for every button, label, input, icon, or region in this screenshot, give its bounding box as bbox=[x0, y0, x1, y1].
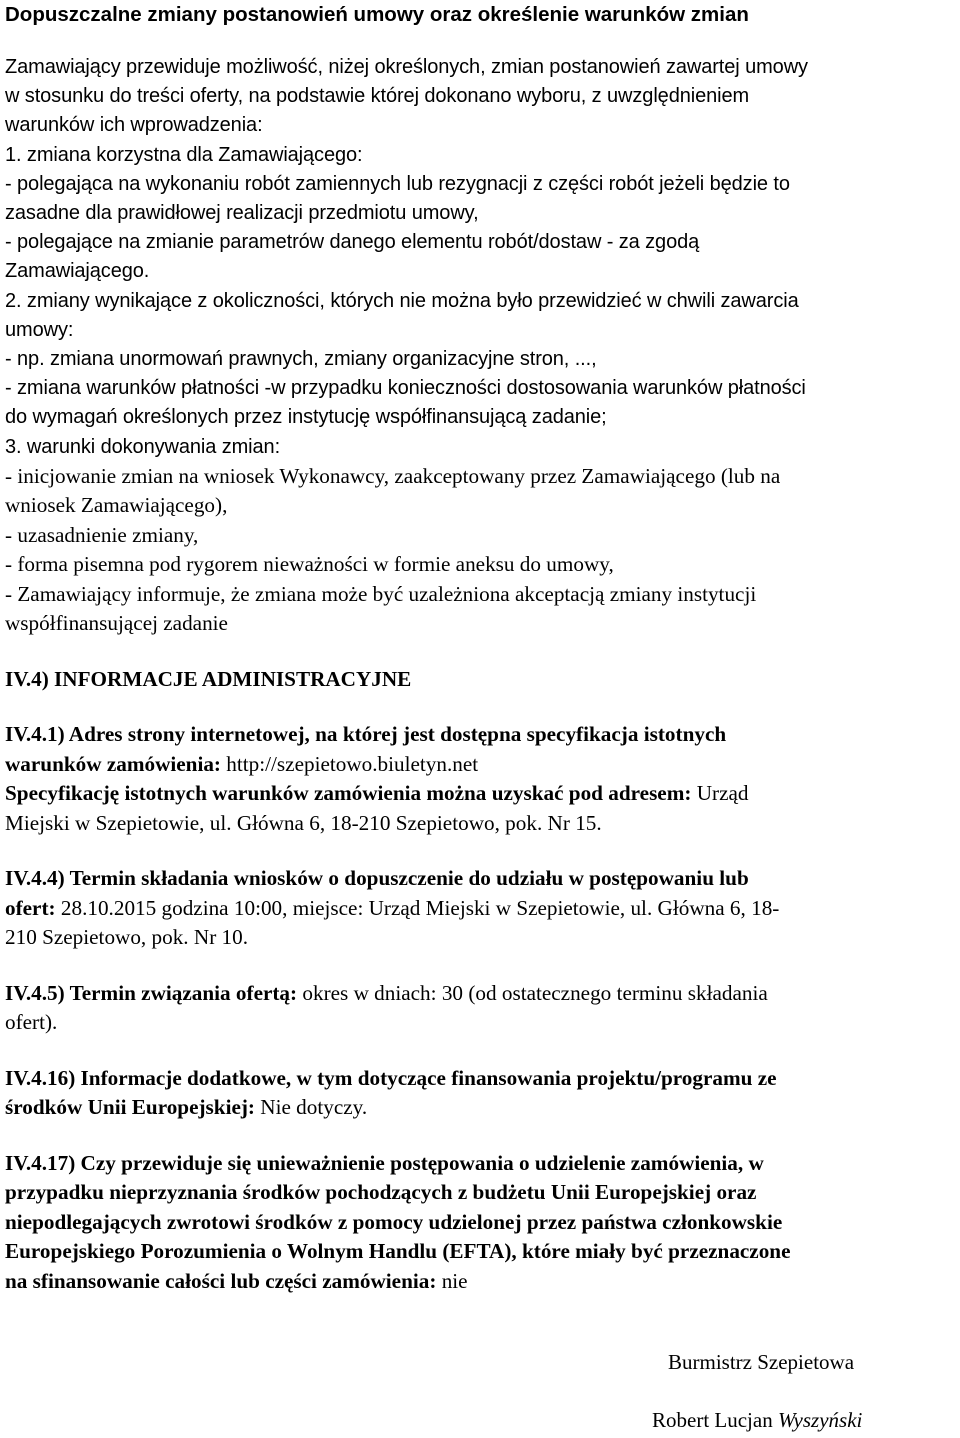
changes-heading: Dopuszczalne zmiany postanowień umowy oraz określenie warunków zmian bbox=[5, 3, 749, 26]
changes-line: - polegająca na wykonaniu robót zamiennych lub rezygnacji z części robót jeżeli będzie to bbox=[5, 172, 790, 195]
eu-funds-value: Nie dotyczy. bbox=[254, 1095, 368, 1120]
deadline-line: 210 Szepietowo, pok. Nr 10. bbox=[5, 925, 249, 950]
changes-line: 2. zmiany wynikające z okoliczności, których nie można było przewidzieć w chwili zawarcia bbox=[5, 289, 799, 312]
section-4-4-17-label: przypadku nieprzyznania środków pochodzących z budżetu Unii Europejskiej oraz bbox=[5, 1180, 757, 1205]
section-4-4-1-label: warunków zamówienia: bbox=[5, 751, 221, 776]
changes-line: do wymagań określonych przez instytucję współfinansującą zadanie; bbox=[5, 406, 607, 429]
section-4-4-17-label: na sfinansowanie całości lub części zamówienia: bbox=[5, 1268, 437, 1293]
section-4-4-17-label: Europejskiego Porozumienia o Wolnym Handlu (EFTA), które miały być przeznaczone bbox=[5, 1239, 791, 1264]
section-4-4-17 bbox=[5, 1149, 953, 1297]
changes-line: Zamawiającego. bbox=[5, 260, 150, 283]
changes-line: umowy: bbox=[5, 318, 74, 341]
changes-line: Zamawiający przewiduje możliwość, niżej określonych, zmian postanowień zawartej umowy bbox=[5, 56, 808, 78]
section-4-4-4 bbox=[5, 864, 953, 953]
section-4-4-17-label: IV.4.17) Czy przewiduje się unieważnienie postępowania o udzielenie zamówienia, w bbox=[5, 1150, 764, 1175]
section-4-4-1 bbox=[5, 720, 953, 838]
siwz-address-label: Specyfikację istotnych warunków zamówienia można uzyskać pod adresem: bbox=[5, 781, 692, 806]
section-4-4-17-label: niepodlegających zwrotowi środków z pomocy udzielonej przez państwa członkowskie bbox=[5, 1209, 783, 1234]
changes-line: - zmiana warunków płatności -w przypadku konieczności dostosowania warunków płatności bbox=[5, 377, 806, 400]
section-4-4-4-label: ofert: bbox=[5, 895, 56, 920]
signatory-name: Robert Lucjan Wyszyński bbox=[652, 1408, 863, 1432]
changes-line: warunków ich wprowadzenia: bbox=[5, 114, 263, 137]
document-page bbox=[5, 0, 953, 1296]
changes-line: 1. zmiana korzystna dla Zamawiającego: bbox=[5, 143, 363, 166]
siwz-address-line: Miejski w Szepietowie, ul. Główna 6, 18-210 Szepietowo, pok. Nr 15. bbox=[5, 810, 602, 835]
section-4-4-1-label: IV.4.1) Adres strony internetowej, na której jest dostępna specyfikacja istotnych bbox=[5, 722, 727, 747]
binding-period-line: ofert). bbox=[5, 1010, 58, 1035]
changes-line: - polegające na zmianie parametrów danego elementu robót/dostaw - za zgodą bbox=[5, 231, 700, 254]
signatory-title: Burmistrz Szepietowa bbox=[668, 1350, 855, 1374]
changes-line: zasadne dla prawidłowej realizacji przedmiotu umowy, bbox=[5, 202, 479, 225]
changes-line: w stosunku do treści oferty, na podstawie której dokonano wyboru, z uwzględnieniem bbox=[5, 85, 750, 108]
changes-line: 3. warunki dokonywania zmian: bbox=[5, 435, 281, 458]
section-title-block bbox=[5, 665, 953, 695]
deadline-value: 28.10.2015 godzina 10:00, miejsce: Urząd Miejski w Szepietowie, ul. Główna 6, 18- bbox=[55, 895, 780, 920]
siwz-address-value: Urząd bbox=[691, 781, 749, 806]
changes-line: - uzasadnienie zmiany, bbox=[5, 522, 199, 547]
section-4-4-4-label: IV.4.4) Termin składania wniosków o dopuszczenie do udziału w postępowaniu lub bbox=[5, 866, 749, 891]
section-title: IV.4) INFORMACJE ADMINISTRACYJNE bbox=[5, 666, 412, 691]
section-4-4-16-label: środków Unii Europejskiej: bbox=[5, 1095, 255, 1120]
change-conditions bbox=[5, 462, 953, 639]
section-4-4-5-label: IV.4.5) Termin związania ofertą: bbox=[5, 980, 298, 1005]
section-4-4-16 bbox=[5, 1064, 953, 1123]
binding-period-value: okres w dniach: 30 (od ostatecznego terminu składania bbox=[297, 980, 768, 1005]
changes-line: współfinansującej zadanie bbox=[5, 611, 228, 636]
changes-line: wniosek Zamawiającego), bbox=[5, 493, 228, 518]
changes-paragraph bbox=[5, 53, 953, 462]
website-url: http://szepietowo.biuletyn.net bbox=[221, 751, 479, 776]
section-4-4-16-label: IV.4.16) Informacje dodatkowe, w tym dotyczące finansowania projektu/programu ze bbox=[5, 1065, 777, 1090]
annulment-value: nie bbox=[436, 1268, 468, 1293]
changes-line: - inicjowanie zmian na wniosek Wykonawcy, zaakceptowany przez Zamawiającego (lub na bbox=[5, 463, 781, 488]
changes-line: - forma pisemna pod rygorem nieważności w formie aneksu do umowy, bbox=[5, 552, 614, 577]
changes-line: - Zamawiający informuje, że zmiana może być uzależniona akceptacją zmiany instytucji bbox=[5, 581, 757, 606]
changes-line: - np. zmiana unormowań prawnych, zmiany organizacyjne stron, ..., bbox=[5, 348, 597, 371]
section-4-4-5 bbox=[5, 979, 953, 1038]
